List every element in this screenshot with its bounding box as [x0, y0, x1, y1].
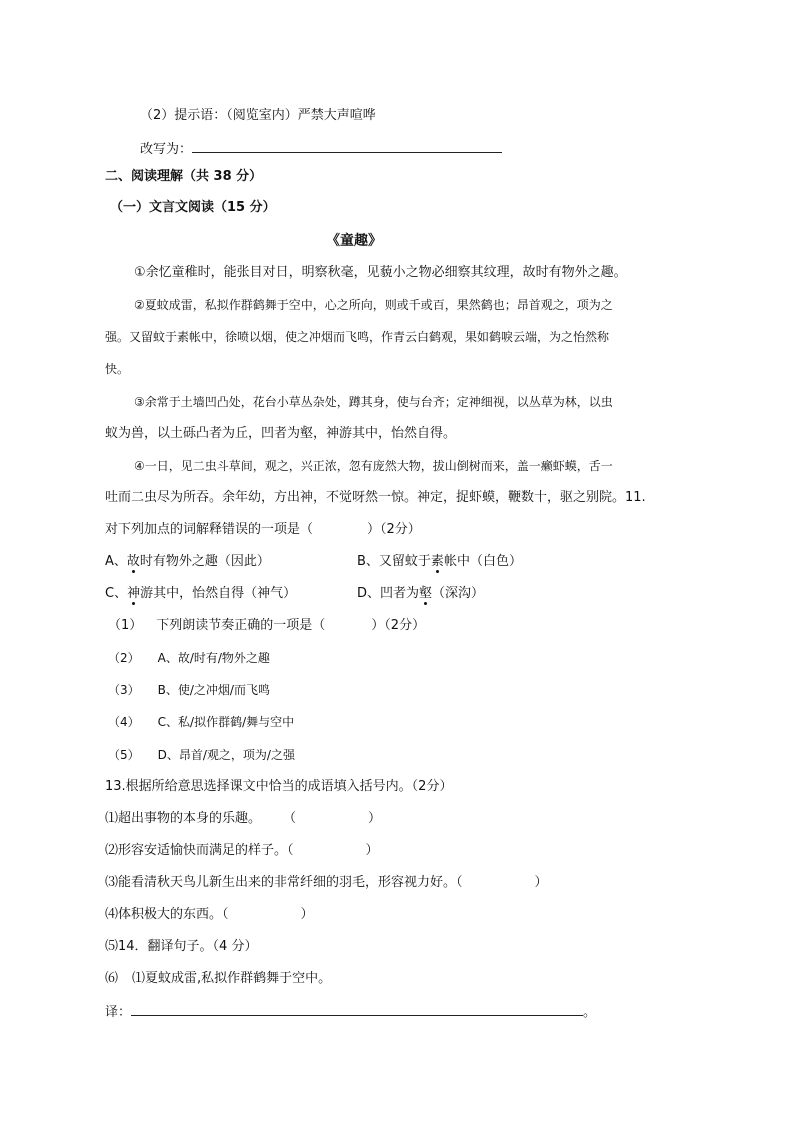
subsection1-heading: （一）文言文阅读（15 分） [110, 200, 276, 215]
passage-para-3-line-2: 蚁为兽，以土砾凸者为丘，凹者为壑，神游其中，怡然自得。 [105, 426, 457, 441]
rewrite-blank[interactable] [192, 138, 502, 153]
q11-stem: 对下列加点的词解释错误的一项是（ ）（2分） [105, 522, 421, 537]
q13-item-3: ⑶能看清秋天鸟儿新生出来的非常纤细的羽毛，形容视力好。（ ） [105, 875, 548, 890]
q12-option-b: （3） B、使/之冲烟/而飞鸣 [108, 683, 270, 697]
q14-stem: ⑸14．翻译句子。（4 分） [105, 939, 258, 954]
translation-blank[interactable] [131, 1001, 583, 1016]
passage-para-2-line-1: ②夏蚊成雷，私拟作群鹤舞于空中，心之所向，则或千或百，果然鹤也；昂首观之，项为之 [134, 298, 613, 312]
q13-item-2: ⑵形容安适愉快而满足的样子。（ ） [105, 843, 379, 858]
passage-para-2-line-2: 强。又留蚊于素帐中，徐喷以烟，使之冲烟而飞鸣，作青云白鹤观，果如鹤唳云端，为之怡然称 [105, 330, 610, 344]
translation-label: 译： [105, 1005, 132, 1020]
passage-para-4-line-2: 吐而二虫尽为所吞。余年幼，方出神，不觉呀然一惊。神定，捉虾蟆，鞭数十，驱之别院。11. [105, 490, 646, 505]
passage-para-4-line-1: ④一日，见二虫斗草间，观之，兴正浓，忽有庞然大物，拔山倒树而来，盖一癞虾蟆，舌一 [134, 459, 613, 473]
passage-para-1: ①余忆童稚时，能张目对日，明察秋毫，见藐小之物必细察其纹理，故时有物外之趣。 [134, 265, 627, 280]
passage-para-2-line-3: 快。 [105, 362, 130, 376]
q11-option-d: D、凹者为壑（深沟） [357, 586, 485, 601]
q13-stem: 13.根据所给意思选择课文中恰当的成语填入括号内。（2分） [105, 779, 453, 794]
section2-heading: 二、阅读理解（共 38 分） [105, 169, 263, 184]
passage-para-3-line-1: ③余常于土墙凹凸处，花台小草丛杂处，蹲其身，使与台齐；定神细视，以丛草为林，以虫 [134, 395, 613, 409]
q14-sub-1: ⑹ ⑴夏蚊成雷,私拟作群鹤舞于空中。 [105, 971, 332, 986]
dotted-char: 神 [127, 586, 141, 601]
passage-title: 《童趣》 [326, 233, 382, 249]
rewrite-label: 改写为： [140, 142, 193, 157]
dotted-char: 素 [430, 554, 444, 569]
item2-prompt: （2）提示语：（阅览室内）严禁大声喧哗 [140, 108, 376, 123]
rewrite-line [140, 138, 502, 160]
dotted-char: 故 [126, 554, 140, 569]
q12-option-a: （2） A、故/时有/物外之趣 [108, 651, 270, 665]
q12-stem: （1） 下列朗读节奏正确的一项是（ ）（2分） [108, 618, 426, 633]
dotted-char: 壑 [419, 586, 433, 601]
q11-option-c: C、神游其中，怡然自得（神气） [105, 586, 297, 601]
q12-option-d: （5） D、昂首/观之，项为/之强 [108, 748, 295, 762]
q13-item-4: ⑷体积极大的东西。（ ） [105, 907, 314, 922]
q14-translation-line: 译： 。 [105, 1001, 596, 1023]
q11-option-a: A、故时有物外之趣（因此） [105, 554, 270, 569]
q12-option-c: （4） C、私/拟作群鹤/舞与空中 [108, 715, 295, 729]
q11-option-b: B、又留蚊于素帐中（白色） [357, 554, 522, 569]
q13-item-1: ⑴超出事物的本身的乐趣。 （ ） [105, 811, 382, 826]
